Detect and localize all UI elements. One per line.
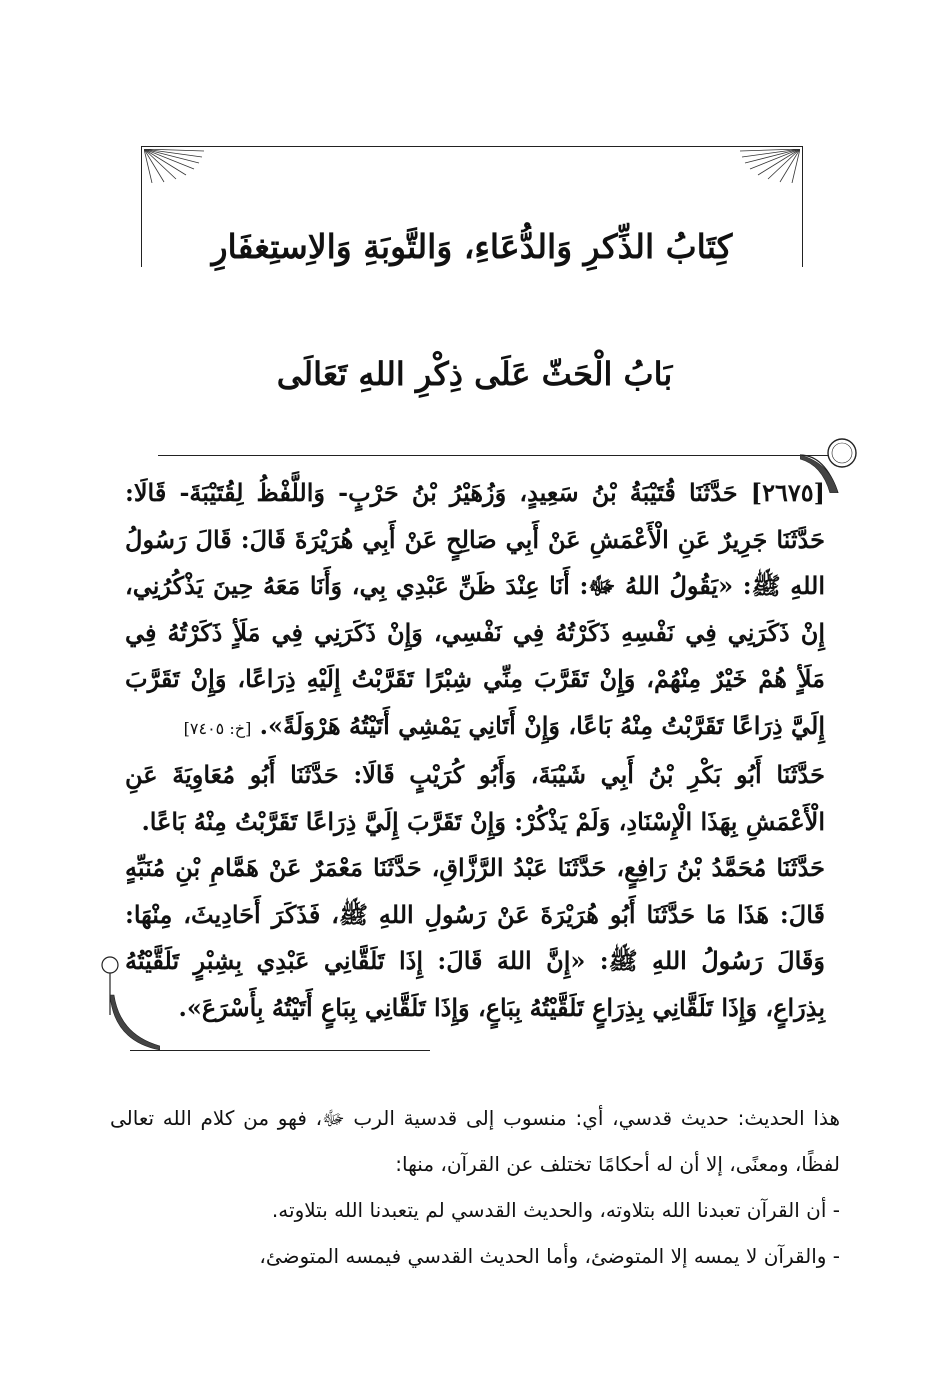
hadith-text-block	[125, 470, 825, 1031]
corner-ornament-bottom-left	[100, 955, 160, 1055]
hadith-paragraph	[125, 470, 825, 752]
book-title: كِتَابُ الذِّكرِ وَالدُّعَاءِ، وَالتَّوبَةِ وَالاِستِغفَارِ	[211, 227, 733, 266]
commentary-line: - أن القرآن تعبدنا الله بتلاوته، والحديث القدسي لم يتعبدنا الله بتلاوته.	[271, 1198, 840, 1222]
corner-fan-ornament-left	[144, 149, 204, 183]
hadith-reference: [خ: ٧٤٠٥]	[183, 718, 252, 738]
hadith-paragraph: حَدَّثَنَا أَبُو بَكْرِ بْنُ أَبِي شَيْبَةَ، وَأَبُو كُرَيْبٍ قَالَا: حَدَّثَنَا أَبُو مُعَاوِيَةَ عَنِ الْأَعْمَشِ بِهَذَا الْإِسْنَادِ، وَلَمْ يَذْكُرْ: وَإِنْ تَقَرَّبَ إِلَيَّ ذِرَاعًا تَقَرَّبْتُ مِنْهُ بَاعًا.	[125, 760, 825, 836]
title-frame	[141, 146, 803, 267]
corner-fan-ornament-right	[740, 149, 800, 183]
commentary-line: هذا الحديث: حديث قدسي، أي: منسوب إلى قدسية الرب ﷻ، فهو من كلام الله تعالى لفظًا، ومعنًى، إلا أن له أحكامًا تختلف عن القرآن، منها:	[110, 1106, 840, 1176]
hadith-frame-bottom-line	[130, 1050, 430, 1051]
commentary-block	[110, 1095, 840, 1279]
hadith-paragraph: حَدَّثَنَا مُحَمَّدُ بْنُ رَافِعٍ، حَدَّثَنَا عَبْدُ الرَّزَّاقِ، حَدَّثَنَا مَعْمَرٌ عَنْ هَمَّامِ بْنِ مُنَبِّهٍ قَالَ: هَذَا مَا حَدَّثَنَا أَبُو هُرَيْرَةَ عَنْ رَسُولِ اللهِ ﷺ، فَذَكَرَ أَحَادِيثَ، مِنْهَا: وَقَالَ رَسُولُ اللهِ ﷺ: «إِنَّ اللهَ قَالَ: إِذَا تَلَقَّانِي عَبْدِي بِشِبْرٍ تَلَقَّيْتُهُ بِذِرَاعٍ، وَإِذَا تَلَقَّانِي بِذِرَاعٍ تَلَقَّيْتُهُ بِبَاعٍ، وَإِذَا تَلَقَّانِي بِبَاعٍ أَتَيْتُهُ بِأَسْرَعَ».	[125, 853, 825, 1022]
hadith-main-text: [٢٦٧٥] حَدَّثَنَا قُتَيْبَةُ بْنُ سَعِيدٍ، وَزُهَيْرُ بْنُ حَرْبٍ- وَاللَّفْظُ لِقُتَيْبَةَ- قَالَا: حَدَّثَنَا جَرِيرٌ عَنِ الْأَعْمَشِ عَنْ أَبِي صَالِحٍ عَنْ أَبِي هُرَيْرَةَ قَالَ: قَالَ رَسُولُ اللهِ ﷺ: «يَقُولُ اللهُ ﷻ: أَنَا عِنْدَ ظَنِّ عَبْدِي بِي، وَأَنَا مَعَهُ حِينَ يَذْكُرُنِي، إِنْ ذَكَرَنِي فِي نَفْسِهِ ذَكَرْتُهُ فِي نَفْسِي، وَإِنْ ذَكَرَنِي فِي مَلَأٍ ذَكَرْتُهُ فِي مَلَأٍ هُمْ خَيْرٌ مِنْهُمْ، وَإِنْ تَقَرَّبَ مِنِّي شِبْرًا تَقَرَّبْتُ إِلَيْهِ ذِرَاعًا، وَإِنْ تَقَرَّبَ إِلَيَّ ذِرَاعًا تَقَرَّبْتُ مِنْهُ بَاعًا، وَإِنْ أَتَانِي يَمْشِي أَتَيْتُهُ هَرْوَلَةً».	[125, 478, 825, 740]
hadith-frame-top-line	[158, 455, 830, 456]
chapter-title: بَابُ الْحَثّ عَلَى ذِكْرِ اللهِ تَعَالَى	[276, 355, 673, 393]
commentary-line: - والقرآن لا يمسه إلا المتوضئ، وأما الحديث القدسي فيمسه المتوضئ،	[259, 1244, 840, 1268]
